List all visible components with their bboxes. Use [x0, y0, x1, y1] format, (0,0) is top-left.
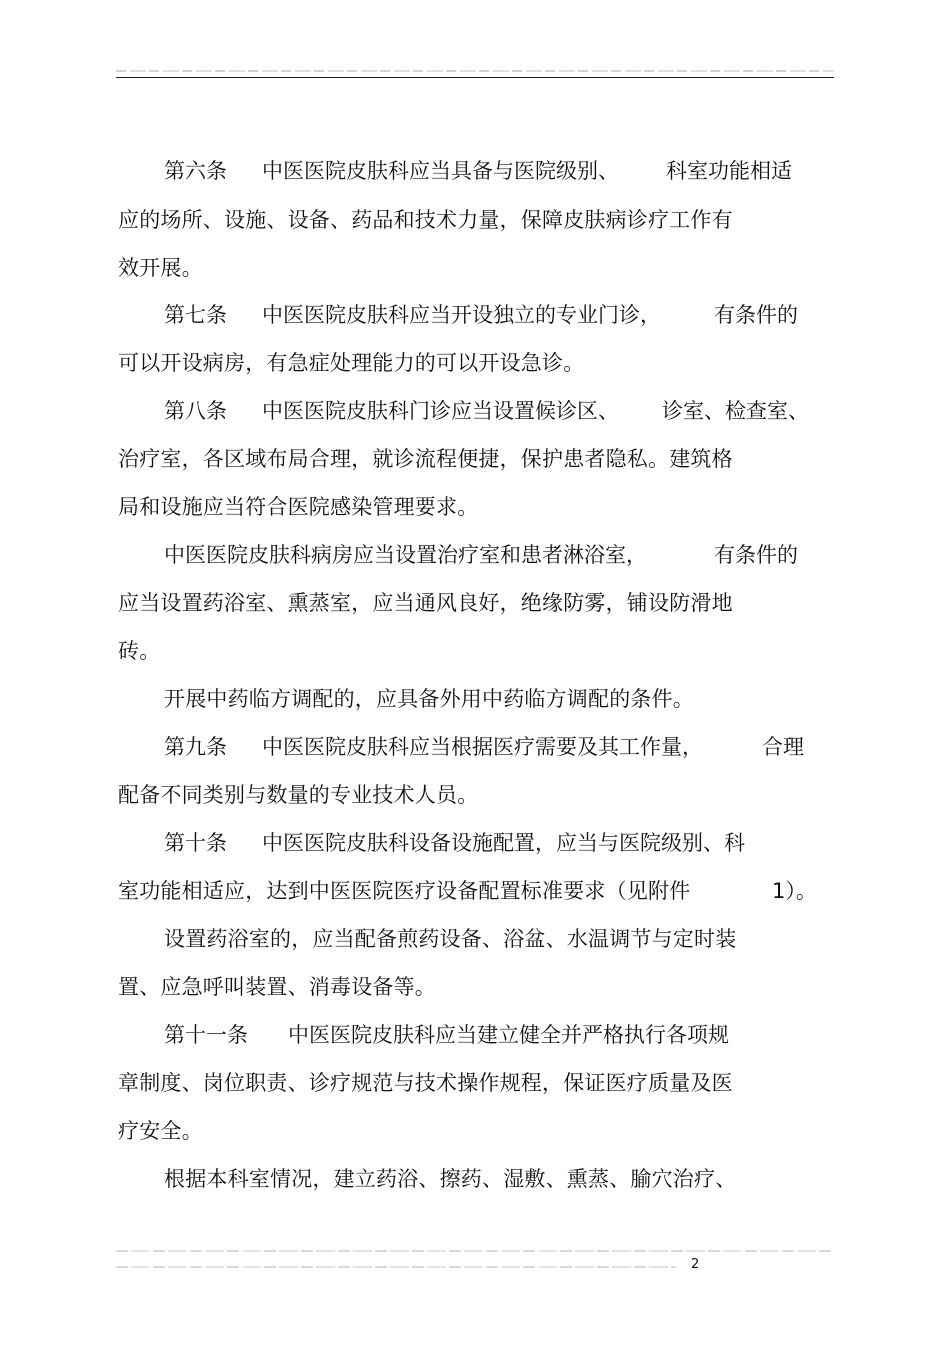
- text-fragment: 诊室、检查室、: [662, 399, 809, 423]
- text-line: 置、应急呼叫装置、消毒设备等。: [118, 975, 436, 999]
- text-line: 开展中药临方调配的，应具备外用中药临方调配的条件。: [164, 687, 694, 711]
- text-line: 章制度、岗位职责、诊疗规范与技术操作规程，保证医疗质量及医: [118, 1071, 733, 1095]
- article-label: 第十一条: [164, 1023, 248, 1047]
- text-fragment: 中医医院皮肤科应当根据医疗需要及其工作量，: [262, 735, 703, 759]
- header-decoration: [116, 70, 834, 72]
- text-line: 治疗室，各区域布局合理，就诊流程便捷，保护患者隐私。建筑格: [118, 447, 733, 471]
- article-label: 第六条: [164, 159, 227, 183]
- text-fragment: 中医医院皮肤科应当开设独立的专业门诊，: [262, 303, 661, 327]
- text-line: 配备不同类别与数量的专业技术人员。: [118, 783, 479, 807]
- text-fragment: 中医医院皮肤科设备设施配置，应当与医院级别、科: [262, 831, 745, 855]
- text-fragment: 中医医院皮肤科门诊应当设置候诊区、: [262, 399, 619, 423]
- text-fragment: 中医医院皮肤科病房应当设置治疗室和患者淋浴室，: [164, 543, 647, 567]
- text-fragment: 合理: [762, 735, 804, 759]
- text-line: 设置药浴室的，应当配备煎药设备、浴盆、水温调节与定时装: [164, 927, 737, 951]
- footer-decoration: [116, 1266, 676, 1268]
- page-number: 2: [691, 1257, 700, 1272]
- text-line: 应的场所、设施、设备、药品和技术力量，保障皮肤病诊疗工作有: [118, 208, 733, 232]
- text-line: 疗安全。: [118, 1119, 203, 1143]
- text-line: 可以开设病房，有急症处理能力的可以开设急诊。: [118, 351, 585, 375]
- text-line: 应当设置药浴室、熏蒸室，应当通风良好，绝缘防雾，铺设防滑地: [118, 591, 733, 615]
- header-rule: [116, 77, 834, 78]
- text-fragment: 中医医院皮肤科应当建立健全并严格执行各项规: [288, 1023, 729, 1047]
- text-line: 效开展。: [118, 256, 203, 280]
- text-line: 室功能相适应，达到中医医院医疗设备配置标准要求（见附件: [118, 879, 691, 903]
- text-fragment: 有条件的: [714, 543, 798, 567]
- text-fragment: 科室功能相适: [666, 159, 792, 183]
- text-fragment: 中医医院皮肤科应当具备与医院级别、: [262, 159, 619, 183]
- text-line: 砖。: [118, 639, 161, 663]
- article-label: 第十条: [164, 831, 227, 855]
- article-label: 第八条: [164, 399, 227, 423]
- text-line: 根据本科室情况，建立药浴、擦药、湿敷、熏蒸、腧穴治疗、: [164, 1167, 737, 1191]
- text-fragment: 1）。: [772, 879, 817, 903]
- footer-decoration: [116, 1250, 834, 1252]
- text-fragment: 有条件的: [714, 303, 798, 327]
- article-label: 第七条: [164, 303, 227, 327]
- text-line: 局和设施应当符合医院感染管理要求。: [118, 495, 479, 519]
- article-label: 第九条: [164, 735, 227, 759]
